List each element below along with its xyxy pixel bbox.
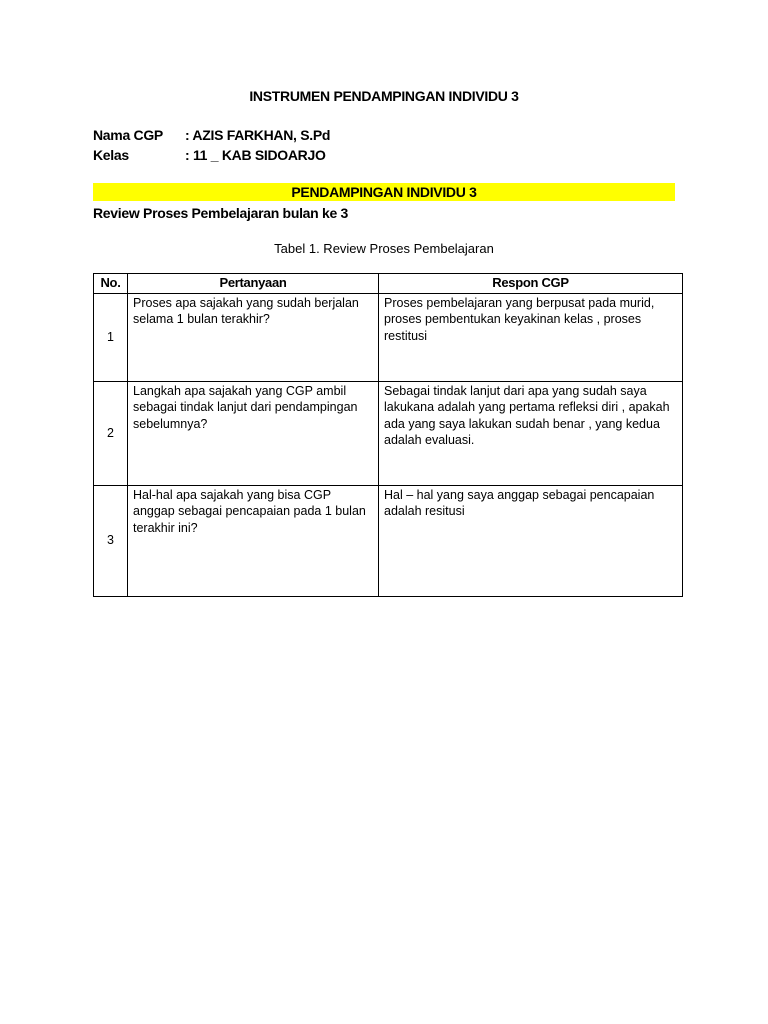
kelas-label: Kelas [93, 147, 129, 163]
row-number: 3 [94, 485, 128, 596]
row-response: Proses pembelajaran yang berpusat pada murid, proses pembentukan keyakinan kelas , proses restitusi [379, 293, 683, 381]
table-row [94, 293, 683, 381]
section-subtitle: Review Proses Pembelajaran bulan ke 3 [93, 205, 349, 221]
kelas-value: : 11 _ KAB SIDOARJO [185, 147, 326, 163]
table-header-row [94, 274, 683, 294]
row-number: 1 [94, 293, 128, 381]
row-question: Proses apa sajakah yang sudah berjalan selama 1 bulan terakhir? [128, 293, 379, 381]
row-response: Sebagai tindak lanjut dari apa yang sudah saya lakukana adalah yang pertama refleksi diri , apakah ada yang saya lakukan sudah benar , yang kedua adalah evaluasi. [379, 381, 683, 485]
nama-cgp-label: Nama CGP [93, 127, 163, 143]
table-row [94, 381, 683, 485]
row-question: Hal-hal apa sajakah yang bisa CGP anggap sebagai pencapaian pada 1 bulan terakhir ini? [128, 485, 379, 596]
nama-cgp-value: : AZIS FARKHAN, S.Pd [185, 127, 331, 143]
table-caption: Tabel 1. Review Proses Pembelajaran [274, 241, 494, 256]
document-title: INSTRUMEN PENDAMPINGAN INDIVIDU 3 [249, 88, 519, 104]
review-table [93, 273, 683, 597]
header-respon: Respon CGP [379, 274, 683, 294]
row-question: Langkah apa sajakah yang CGP ambil sebagai tindak lanjut dari pendampingan sebelumnya? [128, 381, 379, 485]
table-row [94, 485, 683, 596]
section-heading: PENDAMPINGAN INDIVIDU 3 [93, 183, 675, 201]
header-no: No. [94, 274, 128, 294]
row-number: 2 [94, 381, 128, 485]
header-pertanyaan: Pertanyaan [128, 274, 379, 294]
row-response: Hal – hal yang saya anggap sebagai pencapaian adalah resitusi [379, 485, 683, 596]
